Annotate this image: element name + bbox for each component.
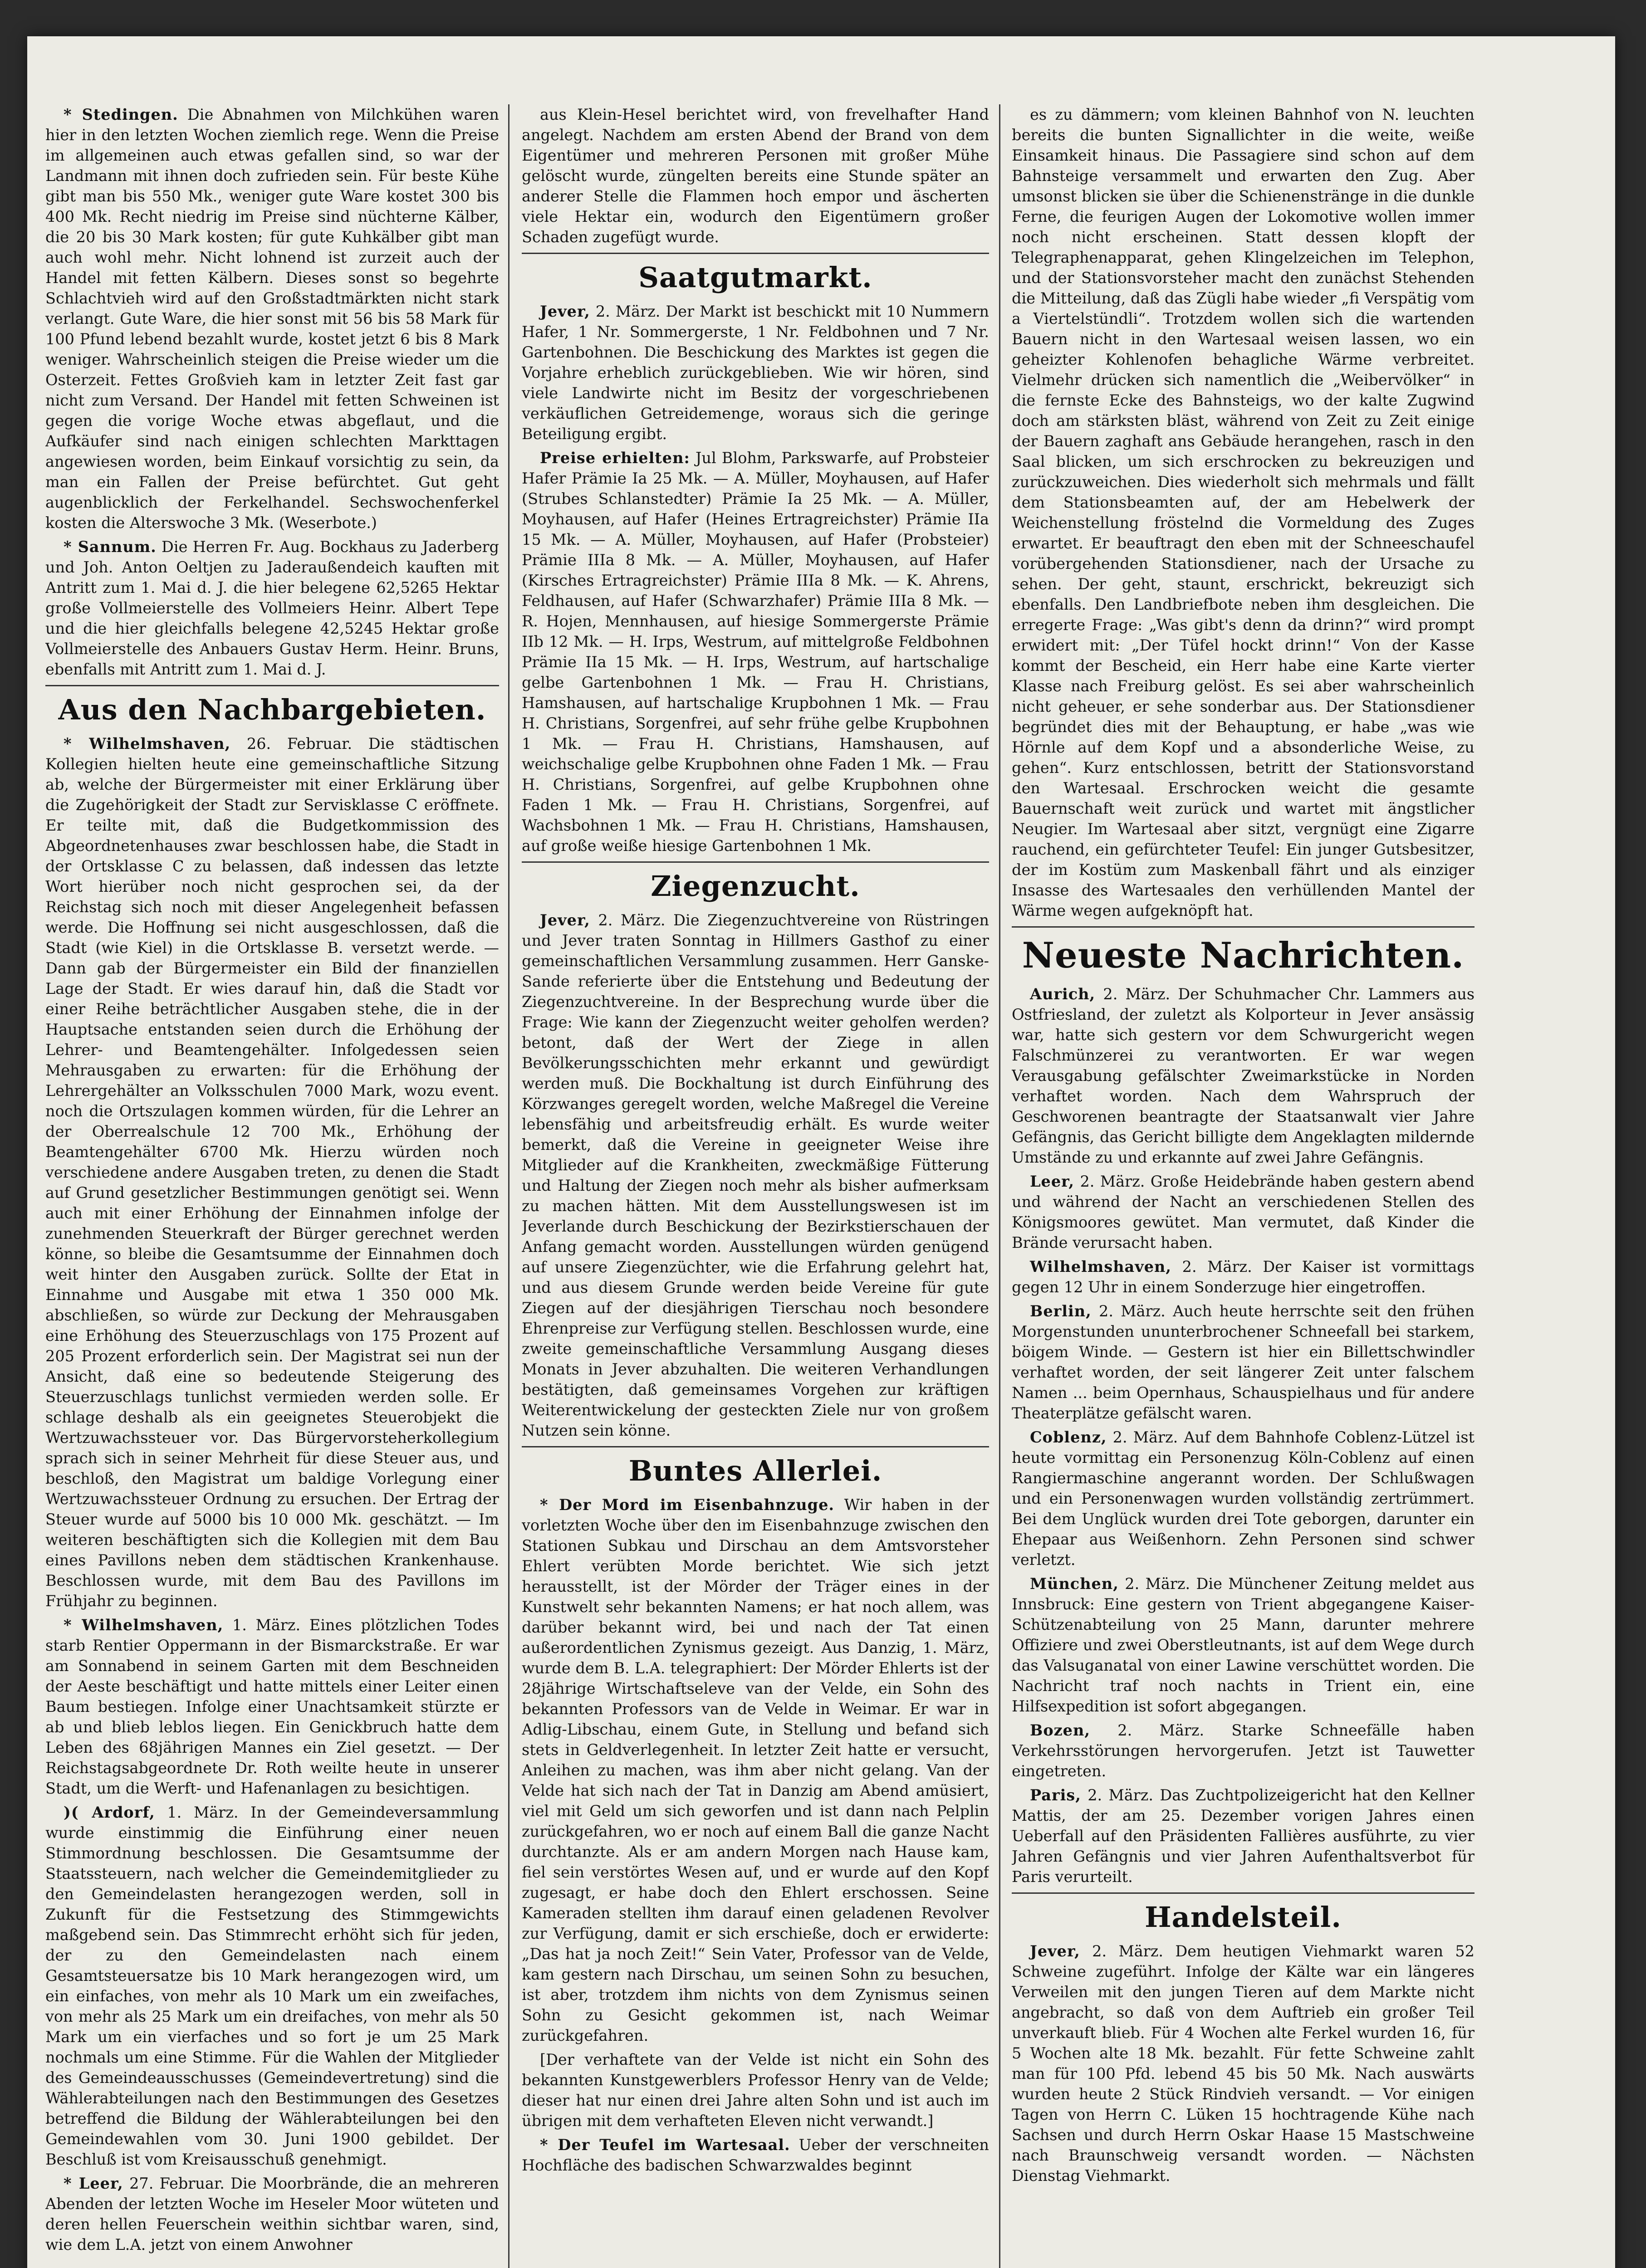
column-2 <box>522 104 989 2268</box>
article-dateline: Jever, <box>1030 1942 1080 1960</box>
section-heading: Saatgutmarkt. <box>638 261 872 294</box>
article-paragraph <box>45 1615 499 1799</box>
article-paragraph <box>522 910 989 1441</box>
article-text: 2. März. Der Schuhmacher Chr. Lammers aus Ostfriesland, der zuletzt als Kolporteur in Jever ansässig war, hatte sich gestern vor dem Schwurgericht wegen Falschmünzerei zu verantworten. Er war wegen Verausgabung gefälschter Zweimarkstücke in Norden verhaftet worden. Nach dem Wahrspruch der Geschworenen beantragte der Staatsanwalt vier Jahre Gefängnis, das Gericht billigte dem Angeklagten mildernde Umstände zu und erkannte auf zwei Jahre Gefängnis. <box>1012 985 1475 1166</box>
article-paragraph <box>522 448 989 856</box>
article-text: 2. März. Starke Schneefälle haben Verkehrsstörungen hervorgerufen. Jetzt ist Tauwetter eingetreten. <box>1012 1721 1475 1780</box>
article-paragraph <box>1012 1785 1475 1887</box>
article-text: Jul Blohm, Parkswarfe, auf Probsteier Hafer Prämie Ia 25 Mk. — A. Müller, Moyhausen, auf Hafer (Strubes Schlanstedter) Prämie Ia 25 Mk. — A. Müller, Moyhausen, auf Hafer (Heines Ertragreichster) Prämie IIa 15 Mk. — A. Müller, Moyhausen, auf Hafer (Probsteier) Prämie IIIa 8 Mk. — A. Müller, Moyhausen, auf Hafer (Kirsches Ertragreichster) Prämie IIIa 8 Mk. — K. Ahrens, Feldhausen, auf Hafer (Schwarzhafer) Prämie IIIa 8 Mk. — R. Hojen, Mennhausen, auf hiesige Sommergerste Prämie IIb 12 Mk. — H. Irps, Westrum, auf mittelgroße Feldbohnen Prämie IIa 15 Mk. — H. Irps, Westrum, auf hartschalige gelbe Gartenbohnen 1 Mk. — Frau H. Christians, Hamshausen, auf hartschalige Krupbohnen 1 Mk. — Frau H. Christians, Sorgenfrei, auf sehr frühe gelbe Krupbohnen 1 Mk. — Frau H. Christians, Hamshausen, auf weichschalige gelbe Krupbohnen ohne Faden 1 Mk. — Frau H. Christians, Sorgenfrei, auf gelbe Krupbohnen ohne Faden 1 Mk. — Frau H. Christians, Sorgenfrei, auf Wachsbohnen 1 Mk. — Frau H. Christians, Hamshausen, auf große weiße hiesige Gartenbohnen 1 Mk. <box>522 449 989 855</box>
article-text: 26. Februar. Die städtischen Kollegien hielten heute eine gemeinschaftliche Sitzung ab, welche der Bürgermeister mit einer Erklärung über die Zugehörigkeit der Stadt zur Servisklasse C eröffnete. Er teilte mit, daß die Budgetkommission des Abgeordnetenhauses zwar beschlossen habe, die Stadt in der Ortsklasse C zu belassen, daß indessen das letzte Wort hierüber noch nicht gesprochen sei, da der Reichstag sich noch mit dieser Angelegenheit befassen werde. Die Hoffnung sei nicht ausgeschlossen, daß die Stadt (wie Kiel) in die Ortsklasse B. versetzt werde. — Dann gab der Bürgermeister ein Bild der finanziellen Lage der Stadt. Er wies darauf hin, daß die Stadt vor einer Reihe beträchtlicher Ausgaben stehe, die in der Hauptsache entstanden seien durch die Erhöhung der Lehrer- und Beamtengehälter. Infolgedessen seien Mehrausgaben zu erwarten: für die Erhöhung der Lehrergehälter an Volksschulen 7000 Mark, wozu event. noch die Ortszulagen kommen würden, für die Lehrer an der Oberrealschule 12 700 Mk., Erhöhung der Beamtengehälter 6700 Mk. Hierzu würden noch verschiedene andere Ausgaben treten, zu denen die Stadt auf Grund gesetzlicher Bestimmungen genötigt sei. Wenn auch mit einer Erhöhung der Einnahmen infolge der zunehmenden Steuerkraft der Bürger gerechnet werden könne, so bleibe die Gesamtsumme der Einnahmen doch weit hinter den Ausgaben zurück. Sollte der Etat in Einnahme und Ausgabe mit etwa 1 350 000 Mk. abschließen, so würde zur Deckung der Mehrausgaben eine Erhöhung des Steuerzuschlags von 175 Prozent auf 205 Prozent erforderlich sein. Der Magistrat sei nun der Ansicht, daß eine so bedeutende Steigerung des Steuerzuschlags tunlichst vermieden werden solle. Er schlage deshalb als ein geeignetes Steuerobjekt die Wertzuwachssteuer vor. Das Bürgervorsteherkollegium sprach sich in seiner Mehrheit für diese Steuer aus, und beschloß, den Magistrat um baldige Vorlegung einer Wertzuwachssteuer Ordnung zu ersuchen. Der Ertrag der Steuer wurde auf 5000 bis 10 000 Mk. geschätzt. — Im weiteren beschäftigten sich die Kollegien mit dem Bau eines Pavillons neben dem städtischen Krankenhause. Beschlossen wurde, mit dem Bau des Pavillons im Frühjahr zu beginnen. <box>45 735 499 1610</box>
column-divider <box>999 104 1000 2268</box>
article-dateline: Aurich, <box>1030 985 1096 1003</box>
article-dateline: Paris, <box>1030 1786 1081 1804</box>
section-rule <box>1012 926 1475 928</box>
article-text: 2. März. Die Münchener Zeitung meldet aus Innsbruck: Eine gestern von Trient abgegangene Kaiser-Schützenabteilung von 25 Mann, darunter mehrere Offiziere und zwei Oberstleutnants, ist auf dem Wege durch das Valsuganatal von einer Lawine verschüttet worden. Die Nachricht traf noch nachts in Trient ein, eine Hilfsexpedition ist sofort abgegangen. <box>1012 1575 1475 1715</box>
article-dateline: )( Ardorf, <box>64 1804 155 1821</box>
article-dateline: * Stedingen. <box>64 106 178 123</box>
article-text: Wir haben in der vorletzten Woche über den im Eisenbahnzuge zwischen den Stationen Subkau und Dirschau an dem Amtsvorsteher Ehlert verübten Morde berichtet. Wie sich jetzt herausstellt, ist der Mörder der Träger eines in der Kunstwelt sehr bekannten Namens; er hat noch allem, was darüber bekannt wird, bei und nach der Tat einen außerordentlichen Zynismus gezeigt. Aus Danzig, 1. März, wurde dem B. L.A. telegraphiert: Der Mörder Ehlerts ist der 28jährige Wirtschaftseleve van der Velde, ein Sohn des bekannten Professors van de Velde in Weimar. Er war in Adlig-Libschau, einem Gute, in Stellung und befand sich stets in Geldverlegenheit. In letzter Zeit hatte er versucht, Anleihen zu machen, was ihm aber nicht gelang. Van der Velde hat sich nach der Tat in Danzig am Abend amüsiert, viel mit Geld um sich geworfen und ist dann nach Pelplin zurückgefahren, wo er noch auf einem Ball die ganze Nacht durchtanzte. Als er am andern Morgen nach Hause kam, fiel sein verstörtes Wesen auf, und er wurde auf den Kopf zugesagt, er habe doch den Ehlert erschossen. Seine Kameraden stellten ihm darauf einen geladenen Revolver zur Verfügung, damit er sich erschieße, doch er erwiderte: „Das hat ja noch Zeit!“ Sein Vater, Professor van de Velde, kam gestern nach Dirschau, um seinen Sohn zu besuchen, ist aber, trotzdem ihm nichts von dem Zynismus seinen Sohn zu Gesicht gekommen ist, nach Weimar zurückgefahren. <box>522 1496 989 2044</box>
article-text: 27. Februar. Die Moorbrände, die an mehreren Abenden der letzten Woche im Heseler Moor wüteten und deren hellen Feuerschein weithin sichtbar waren, sind, wie dem L.A. jetzt von einem Anwohner <box>45 2175 499 2253</box>
article-paragraph <box>522 301 989 444</box>
article-dateline: * Leer, <box>64 2175 123 2192</box>
article-text: 1. März. In der Gemeindeversammlung wurde einstimmig die Einführung einer neuen Stimmordnung beschlossen. Die Gesamtsumme der Staatssteuern, nach welcher die Gemeindemitglieder zu den Gemeindelasten herangezogen werden, soll in Zukunft für die Festsetzung des Stimmgewichts maßgebend sein. Das Stimmrecht erhöht sich für jeden, der zu den Gemeindelasten nach einem Gesamtsteuersatze bis 10 Mark herangezogen wird, um ein einfaches, von mehr als 10 Mark um ein zweifaches, von mehr als 25 Mark um ein dreifaches, von mehr als 50 Mark um ein vierfaches und so fort je um 25 Mark nochmals um eine Stimme. Für die Wahlen der Mitglieder des Gemeindeausschusses (Gemeindevertretung) sind die Wählerabteilungen nach den Bestimmungen des Gesetzes betreffend die Bildung der Wählerabteilungen bei den Gemeindewahlen vom 30. Juni 1900 gebildet. Der Beschluß ist vom Kreisausschuß genehmigt. <box>45 1804 499 2168</box>
newspaper-page <box>27 36 1615 2268</box>
article-paragraph <box>1012 1574 1475 1716</box>
section-heading: Handelsteil. <box>1145 1901 1342 1934</box>
article-dateline: Coblenz, <box>1030 1428 1107 1446</box>
article-dateline: * Der Teufel im Wartesaal. <box>540 2136 790 2154</box>
article-paragraph <box>522 2135 989 2175</box>
article-dateline: Jever, <box>540 303 590 320</box>
article-paragraph <box>45 537 499 679</box>
article-text: 2. März. Das Zuchtpolizeigericht hat den Kellner Mattis, der am 25. Dezember vorigen Jahres einen Ueberfall auf den Präsidenten Fallières ausführte, zu vier Jahren Gefängnis und vier Jahren Aufenthaltsverbot für Paris verurteilt. <box>1012 1786 1475 1886</box>
article-text: 2. März. Auf dem Bahnhofe Coblenz-Lützel ist heute vormittag ein Personenzug Köln-Coblenz auf einen Rangiermaschine angerannt worden. Der Schlußwagen und ein Personenwagen wurden vollständig zertrümmert. Bei dem Unglück wurden drei Tote geborgen, darunter ein Ehepaar aus Weißenhorn. Zehn Personen sind schwer verletzt. <box>1012 1428 1475 1569</box>
article-text: 2. März. Große Heidebrände haben gestern abend und während der Nacht an verschiedenen Stellen des Königsmoores gewütet. Man vermutet, daß Kinder die Brände verursacht haben. <box>1012 1173 1475 1251</box>
section-rule <box>1012 1892 1475 1894</box>
article-dateline: Jever, <box>540 911 590 929</box>
article-text: 2. März. Auch heute herrschte seit den frühen Morgenstunden ununterbrochener Schneefall bei starkem, böigem Winde. — Gestern ist hier ein Billettschwindler verhaftet worden, der seit längerer Zeit unter falschem Namen ... beim Opernhaus, Schauspielhaus und für andere Theaterplätze gefälscht waren. <box>1012 1302 1475 1422</box>
article-paragraph <box>1012 1941 1475 2186</box>
section-heading: Neueste Nachrichten. <box>1022 935 1465 976</box>
article-dateline: München, <box>1030 1575 1119 1593</box>
article-text: Die Abnahmen von Milchkühen waren hier in den letzten Wochen ziemlich rege. Wenn die Preise im allgemeinen auch etwas gefallen sind, so war der Landmann mit ihnen doch zufrieden sein. Für beste Kühe gibt man bis 550 Mk., weniger gute Ware kostet 300 bis 400 Mk. Recht niedrig im Preise sind nüchterne Kälber, die 20 bis 30 Mark kosten; für gute Kuhkälber gibt man auch wohl mehr. Nicht lohnend ist zurzeit auch der Handel mit fetten Kälbern. Dieses sonst so begehrte Schlachtvieh wird auf den Großstadtmärkten nicht stark verlangt. Gute Ware, die hier sonst mit 56 bis 58 Mark für 100 Pfund lebend bezahlt wurde, kostet jetzt 6 bis 8 Mark weniger. Wahrscheinlich steigen die Preise wieder um die Osterzeit. Fettes Großvieh kam in letzter Zeit fast gar nicht zum Versand. Der Handel mit fetten Schweinen ist gegen die vorige Woche etwas abgeflaut, und die Aufkäufer sind nach einigen schlechten Markttagen angewiesen worden, beim Einkauf vorsichtig zu sein, da man ein Fallen der Preise befürchtet. Gut geht augenblicklich der Ferkelhandel. Sechswochenferkel kosten die Alterswoche 3 Mk. (Weserbote.) <box>45 106 499 532</box>
section-rule <box>522 1446 989 1447</box>
article-text: aus Klein-Hesel berichtet wird, von frevelhafter Hand angelegt. Nachdem am ersten Abend der Brand von dem Eigentümer und mehreren Personen mit großer Mühe gelöscht wurde, züngelten bereits eine Stunde später an anderer Stelle die Flammen hoch empor und äscherten viele Hektar ein, wodurch den Eigentümern großer Schaden zugefügt wurde. <box>522 106 989 246</box>
column-1 <box>45 104 499 2268</box>
article-paragraph <box>1012 104 1475 921</box>
article-paragraph <box>45 1802 499 2170</box>
article-paragraph <box>45 2173 499 2255</box>
article-dateline: Preise erhielten: <box>540 449 690 467</box>
article-text: 2. März. Der Kaiser ist vormittags gegen 12 Uhr in einem Sonderzuge hier eingetroffen. <box>1012 1258 1475 1296</box>
section-rule <box>522 861 989 863</box>
article-paragraph <box>522 1495 989 2046</box>
article-text: [Der verhaftete van der Velde ist nicht ein Sohn des bekannten Kunstgewerblers Professor Henry van de Velde; dieser hat nur einen drei Jahre alten Sohn und ist auch im übrigen mit dem verhafteten Eleven nicht verwandt.] <box>522 2051 989 2130</box>
section-heading: Buntes Allerlei. <box>628 1454 882 1487</box>
article-paragraph <box>522 104 989 247</box>
article-paragraph <box>1012 1171 1475 1253</box>
article-text: 2. März. Dem heutigen Viehmarkt waren 52 Schweine zugeführt. Infolge der Kälte war ein längeres Verweilen mit den jungen Tieren auf dem Markte nicht angebracht, so daß von dem Auftrieb ein großer Teil unverkauft blieb. Für 4 Wochen alte Ferkel wurden 16, für 5 Wochen alte 18 Mk. bezahlt. Für fette Schweine zahlt man für 100 Pfd. lebend 45 bis 50 Mk. Nach auswärts wurden heute 2 Stück Rindvieh versandt. — Vor einigen Tagen von Herrn C. Lüken 15 hochtragende Kühe nach Sachsen und durch Herrn Oskar Haase 15 Mastschweine nach Braunschweig versandt worden. — Nächsten Dienstag Viehmarkt. <box>1012 1942 1475 2185</box>
article-dateline: * Sannum. <box>64 538 157 556</box>
article-paragraph <box>45 733 499 1611</box>
article-paragraph <box>1012 1720 1475 1781</box>
article-text: Die Herren Fr. Aug. Bockhaus zu Jaderberg und Joh. Anton Oeltjen zu Jaderaußendeich kauften mit Antritt zum 1. Mai d. J. die hier belegene 62,5265 Hektar große Vollmeierstelle des Vollmeiers Heinr. Albert Tepe und die hier gleichfalls belegene 42,5245 Hektar große Vollmeierstelle des Anbauers Gustav Herm. Heinr. Bruns, ebenfalls mit Antritt zum 1. Mai d. J. <box>45 538 499 678</box>
article-text: 2. März. Die Ziegenzuchtvereine von Rüstringen und Jever traten Sonntag in Hillmers Gasthof zu einer gemeinschaftlichen Versammlung zusammen. Herr Ganske-Sande referierte über die Entstehung und Bedeutung der Ziegenzuchtvereine. In der Besprechung wurde über die Frage: Wie kann der Ziegenzucht weiter geholfen werden? betont, daß der Wert der Ziege in allen Bevölkerungsschichten mehr erkannt und gewürdigt werden muß. Die Bockhaltung ist durch Einführung des Körzwanges geregelt worden, welche Maßregel die Vereine lebensfähig und arbeitsfreudig erhält. Es wurde weiter bemerkt, daß die Vereine in geeigneter Weise ihre Mitglieder auf die Krankheiten, zweckmäßige Fütterung und Haltung der Ziegen noch mehr als bisher aufmerksam zu machen hätten. Mit dem Ausstellungswesen ist im Jeverlande durch Beschickung der Bezirkstierschauen der Anfang gemacht worden. Ausstellungen würden genügend auf unsere Ziegenzüchter, wie die Erfahrung gelehrt hat, und aus diesem Grunde werden beide Vereine für gute Ziegen auf der diesjährigen Tierschau noch besondere Ehrenpreise zur Verfügung stellen. Beschlossen wurde, eine zweite gemeinschaftliche Versammlung Ausgang dieses Monats in Jever abzuhalten. Die weiteren Verhandlungen bestätigten, daß gemeinsames Vorgehen zur kräftigen Weiterentwickelung der gesteckten Ziele nur von großem Nutzen sein könne. <box>522 911 989 1439</box>
article-paragraph <box>522 2049 989 2131</box>
column-3 <box>1012 104 1475 2268</box>
article-dateline: * Wilhelmshaven, <box>64 735 231 753</box>
section-rule <box>522 253 989 254</box>
article-paragraph <box>1012 1427 1475 1570</box>
article-paragraph <box>1012 1256 1475 1297</box>
article-dateline: Bozen, <box>1030 1721 1091 1739</box>
article-dateline: Leer, <box>1030 1173 1075 1190</box>
section-heading: Aus den Nachbargebieten. <box>58 693 486 726</box>
article-text: 2. März. Der Markt ist beschickt mit 10 Nummern Hafer, 1 Nr. Sommergerste, 1 Nr. Feldbohnen und 7 Nr. Gartenbohnen. Die Beschickung des Marktes ist gegen die Vorjahre erheblich zurückgeblieben. Wie wir hören, sind viele Landwirte nicht im Besitz der vorgeschriebenen verkäuflichen Getreidemenge, woraus sich die geringe Beteiligung ergibt. <box>522 303 989 443</box>
article-paragraph <box>45 104 499 533</box>
section-rule <box>45 685 499 686</box>
article-dateline: * Der Mord im Eisenbahnzuge. <box>540 1496 835 1514</box>
article-text: 1. März. Eines plötzlichen Todes starb Rentier Oppermann in der Bismarckstraße. Er war am Sonnabend in seinem Garten mit dem Beschneiden der Aeste beschäftigt und hatte mittels einer Leiter einen Baum bestiegen. Infolge einer Unachtsamkeit stürzte er ab und blieb leblos liegen. Ein Genickbruch hatte dem Leben des 68jährigen Mannes ein Ziel gesetzt. — Der Reichstagsabgeordnete Dr. Roth weilte heute in unserer Stadt, um die Werft- und Hafenanlagen zu besichtigen. <box>45 1616 499 1797</box>
article-dateline: Wilhelmshaven, <box>1030 1258 1172 1276</box>
article-dateline: * Wilhelmshaven, <box>64 1616 224 1634</box>
article-text: es zu dämmern; vom kleinen Bahnhof von N. leuchten bereits die bunten Signallichter in die weite, weiße Einsamkeit hinaus. Die Passagiere sind schon auf dem Bahnsteige versammelt und erwarten den Zug. Aber umsonst blicken sie über die Schienenstränge in die dunkle Ferne, die feurigen Augen der Lokomotive wollen immer noch nicht erscheinen. Statt dessen klopft der Telegraphenapparat, gehen Klingelzeichen im Telephon, und der Stationsvorsteher macht den zunächst Stehenden die Mitteilung, daß das Zügli habe wieder „fi Verspätig vom a Viertelstündli“. Trotzdem wollen sich die wartenden Bauern nicht in den Wartesaal weisen lassen, wo ein geheizter Kohlenofen behagliche Wärme verbreitet. Vielmehr drücken sich namentlich die „Weibervölker“ in die fernste Ecke des Bahnsteigs, wo der kalte Zugwind doch am stärksten bläst, während von Zeit zu Zeit einige der Bauern zaghaft ans Gebäude herangehen, rasch in den Saal blicken, um sich erschrocken zu bekreuzigen und zurückzuweichen. Dies wiederholt sich mehrmals und fällt dem Stationsbeamten auf, der am Hebelwerk der Weichenstellung fröstelnd die Vormeldung des Zuges erwartet. Er beauftragt den eben mit der Schneeschaufel vorübergehenden Stationsdiener, nach der Ursache zu sehen. Der geht, staunt, erschrickt, bekreuzigt sich ebenfalls. Den Landbriefbote neben ihm desgleichen. Die erregerte Frage: „Was gibt's denn da drinn?“ wird prompt erwidert mit: „Der Tüfel hockt drinn!“ Von der Kasse kommt der Bescheid, ein Herr habe eine Karte vierter Klasse nach Freiburg gelöst. Es sei aber wahrscheinlich nicht geheuer, er sehe sonderbar aus. Der Stationsdiener begründet dies mit der Behauptung, er habe „was wie Hörnle auf dem Kopf und a absonderliche Weise, zu gehen“. Kurz entschlossen, betritt der Stationsvorstand den Wartesaal. Erschrocken weicht die gesamte Bauernschaft weit zurück und wartet mit ängstlicher Neugier. Im Wartesaal aber sitzt, vergnügt eine Zigarre rauchend, ein gefürchteter Teufel: Ein junger Gutsbesitzer, der im Kostüm zum Maskenball fährt und als einziger Insasse des Wartesaales den verhüllenden Mantel der Wärme wegen aufgeknöpft hat. <box>1012 106 1475 919</box>
article-paragraph <box>1012 1301 1475 1423</box>
article-paragraph <box>1012 984 1475 1168</box>
column-divider <box>508 104 509 2268</box>
article-text: Ueber der verschneiten Hochfläche des badischen Schwarzwaldes beginnt <box>522 2136 989 2174</box>
section-heading: Ziegenzucht. <box>651 870 860 903</box>
article-dateline: Berlin, <box>1030 1302 1092 1320</box>
